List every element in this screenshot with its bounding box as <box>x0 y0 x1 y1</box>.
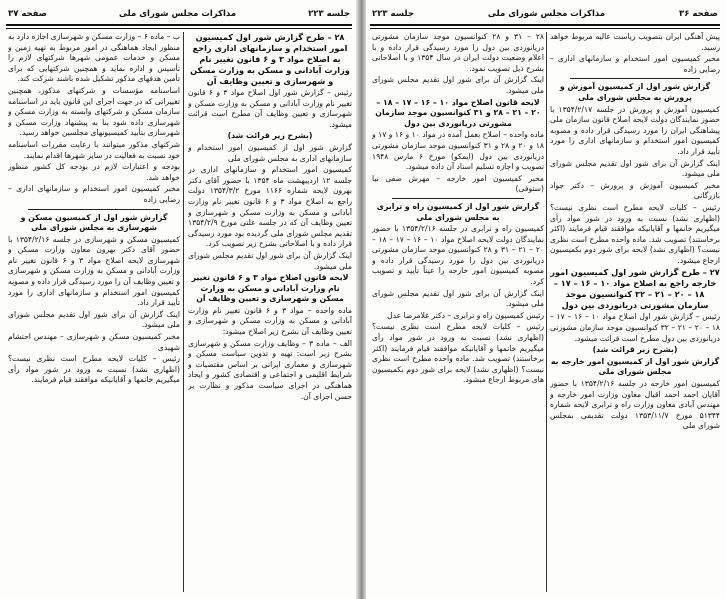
paragraph: بودجه و اعتبارات لازم در بودجه کل کشور منظور خواهد شد. <box>8 162 180 182</box>
paragraph: کمیسیون آموزش و پرورش در جلسه ۱۳۵۴/۲/۱۷ با حضور نمایندگان دولت لایحه اصلاح قانون سازمان ملی پیشاهنگی ایران را مورد رسیدگی قرار داده و مصوبه کمیسیون امور استخدام و سازمانهای اداری را مورد تأیید قرار داد. <box>550 104 720 156</box>
paragraph: کمیسیون امور استخدام و سازمانهای اداری در جلسه ۱۲ اردیبهشت ماه ۱۳۵۴ با حضور آقای دکتر بهرون لایحه شماره ۱۱۶۶ مورخ ۱۳۵۴/۳/۲ دولت راجع به اصلاح مواد ۳ و ۶ قانون تغییر نام وزارت آبادانی و مسکن به وزارت مسکن و شهرسازی و تعیین وظایف آن که در جلسه علنی مورخ ۱۳۵۴/۲/۹ تقدیم مجلس شورای ملی گردیده بود مورد رسیدگی قرار داده و با اصلاحاتی بشرح زیر تصویب کرد. <box>188 165 352 249</box>
paragraph: کمیسیون مسکن و شهرسازی در جلسه ۱۳۵۴/۲/۱۶ با حضور آقای دکتر بهرون معاون وزارت مسکن و شهرسازی لایحه اصلاح مواد ۳ و ۶ قانون تغییر نام وزارت آبادانی و مسکن به وزارت مسکن و شهرسازی و تعیین وظایف آن را مورد رسیدگی قرار داده و مصوبه کمیسیون امور استخدام و سازمانهای اداری را مورد تأیید قرار داد. <box>8 234 180 308</box>
column-divider <box>183 32 184 592</box>
paragraph: کمیسیون امور خارجه در جلسه ۱۳۵۴/۲/۱۶ با حضور آقایان احمد احمد اقبال معاون وزارت امور خارجه و مهندس آبادی معاون وزارت راه و ترابری لایحه شماره ۵۱۳۴۴ مورخ ۱۳۵۳/۱۱/۷ دولت تقدیمی بمجلس شورای ملی <box>550 379 720 431</box>
paragraph: ۲۸ – ۳۱ و ۲۸ کنوانسیون موجد سازمان مشورتی دریانوردی بین دول را مورد رسیدگی قرار داده و با اعلام وضعیت دولت ایران در سال ۱۳۵۴ و با اصلاحاتی بشرح ذیل تصویب نمود. <box>372 32 544 73</box>
section-heading: گزارش شور اول از کمیسیون راه و ترابری به مجلس شورای ملی <box>376 201 540 222</box>
agenda-item-title: ۲۷ – طرح گزارش شور اول کمیسیون امور خارجه راجع به اصلاح مواد ۱۰ – ۱۶ – ۱۷ – ۱۸ – ۲۰ – ۲۱ – ۳۲ کنوانسیون موجد سازمان مشورتی دریانوردی بین دول <box>550 267 720 311</box>
paragraph: اساسنامه مؤسسات و شرکتهای مذکور، همچنین تغییراتی که در جهت اجرای این قانون باید در اساسنامه سازمان مسکن و شرکتهای وابسته به وزارت مسکن و شهرسازی داده شود بنا به پیشنهاد وزارت مسکن و شهرسازی بتأیید کمیسیونهای مجلسین خواهد رسید. <box>8 85 180 138</box>
paragraph: مخبر کمیسیون مسکن و شهرسازی – مهندس احتشام شهیدی <box>8 332 180 352</box>
section-separator <box>392 198 524 199</box>
left-page-title: مذاکرات مجلس شورای ملی <box>118 9 237 19</box>
left-page-column-2 <box>8 32 180 594</box>
paragraph: مخبر کمیسیون آموزش و پرورش – دکتر جواد بازرگانی <box>550 180 720 201</box>
right-page-session: جلسه ۲۲۳ <box>372 9 414 19</box>
paragraph: رئیس – گزارش شور اول اصلاح مواد ۳ و ۶ قانون تغییر نام وزارت آبادانی و مسکن به وزارت مسکن و شهرسازی و تعیین وظایف آن مطرح است قرائت میشود. <box>188 88 352 129</box>
paragraph: رئیس – کلیات لایحه مطرح است نظری نیست؟ (اظهاری نشد) نسبت به ورود در شور مواد رأی میگیریم خانمها و آقایانیکه موافقند قیام فرمایند. <box>8 354 180 385</box>
section-separator <box>28 209 160 210</box>
paragraph: اینک گزارش آن برای شور اول تقدیم مجلس شورای ملی میشود. <box>372 75 544 95</box>
right-page-title: مذاکرات مجلس شورای ملی <box>487 9 606 19</box>
section-heading: گزارش شور اول از کمیسیون مسکن و شهرسازی به مجلس شورای ملی <box>20 212 168 233</box>
left-page <box>0 0 358 599</box>
paragraph: پیش آهنگی ایران بتصویب ریاست عالیه مربوط خواهد رسید. <box>550 32 720 52</box>
paragraph: رئیس کمیسیون راه و ترابری – دکتر غلامرضا عدل <box>387 310 544 320</box>
section-heading: لایحه قانون اصلاح مواد ۱۰ – ۱۶ – ۱۷ – ۱۸ – ۲۰ – ۲۱ – ۲۸ و ۳۱ کنوانسیون موجد سازمان مشورتی دریانوردی بین دول <box>375 97 541 128</box>
paragraph: رئیس – کلیات لایحه مطرح است نظری نیست؟ (اظهاری نشد) نسبت به ورود در شور مواد رأی میگیریم خانمها و آقایانیکه موافقند قیام فرمایند (اکثر برخاستند) تصویب شد. ماده واحده مطرح است نظری نیست؟ (اظهاری نشد) لایحه برای شور دوم بکمیسیون ارجاع میشود. <box>550 202 720 265</box>
left-page-header <box>6 4 352 26</box>
paragraph: مخبر کمیسیون امور خارجه – مهرش صفی نیا (ستوفی) <box>372 173 544 194</box>
header-rule <box>6 28 352 29</box>
paragraph: مخبر کمیسیون امور استخدام و سازمانهای اداری – رضایی زاده <box>550 54 720 74</box>
right-page-column-1 <box>550 32 720 594</box>
paragraph: گزارش شور اول از کمیسیون امور استخدام و سازمانهای اداری به مجلس شورای ملی <box>188 142 352 163</box>
right-page-column-2 <box>372 32 544 594</box>
paragraph: شرکتهای مذکور میتوانند با رعایت مقررات اساسنامه خود نسبت به فعالیت در سایر شهرها اقدام نمایند. <box>8 139 180 160</box>
paragraph: کمیسیون راه و ترابری در جلسه ۱۳۵۴/۲/۱۶ با حضور نمایندگان دولت لایحه اصلاح مواد ۱۰ – ۱۶ – ۱۷ – ۱۸ – ۲۰ – ۲۱ – ۳۱ و ۲۸ کنوانسیون موجد سازمان مشورتی دریانوردی بین دول را مورد رسیدگی قرار داده و مصوبه کمیسیون امور خارجه را عیناً تأیید و تصویب کرد. <box>372 224 544 287</box>
paragraph: رئیس – کلیات لایحه مطرح است نظری نیست؟ (اظهاری نشد) نسبت به ورود در شور مواد رأی میگیریم خانمها و آقایانیکه موافقند قیام فرمایند (اکثر برخاستند) تصویب شد. ماده واحده مطرح است نظری نیست؟ (اظهاری نشد) لایحه برای شور دوم بکمیسیون های مربوط ارجاع میشود. <box>372 322 544 385</box>
section-heading: لایحه قانون اصلاح مواد ۳ و ۶ قانون تغییر نام وزارت آبادانی و مسکن به وزارت مسکن و شهرسازی و تعیین وظایف آن <box>191 273 349 304</box>
section-heading: (بشرح زیر قرائت شد) <box>227 131 313 141</box>
paragraph: ماده واحده – اصلاح بعمل آمده در مواد ۱۰ و ۱۶ و ۱۷ و ۱۸ و ۲۰ و ۲۸ و ۳۱ کنوانسیون موجد سازمان مشورتی دریانوردی بین دول (ایمکو) مورخ ۶ مارس ۱۹۴۸ تصویب و اجازه تسلیم اسناد آن داده میشود. <box>372 130 544 172</box>
paragraph: اینک گزارش آن برای شور اول تقدیم مجلس شورای ملی میشود. <box>8 309 180 330</box>
paragraph: اینک گزارش آن برای شور اول تقدیم مجلس شورای ملی میشود. <box>188 250 352 271</box>
column-divider <box>546 32 547 592</box>
section-heading: گزارش شور اول از کمیسیون امور خارجه به مجلس شورای ملی <box>550 356 720 377</box>
header-rule <box>370 28 720 29</box>
section-heading: (بشرح زیر قرائت شد) <box>592 345 678 355</box>
left-page-number: صفحه ۳۷ <box>8 9 47 19</box>
left-page-column-1 <box>188 32 352 594</box>
paragraph: رئیس – گزارش شور اول اصلاح مواد ۱۰ – ۱۶ – ۱۷ – ۱۸ – ۲۰ – ۲۱ – ۳۲ کنوانسیون موجد سازمان مشورتی دریانوردی بین دول مطرح است قرائت میشود. <box>550 312 720 343</box>
book-gutter <box>356 0 366 599</box>
section-heading: گزارش شور اول از کمیسیون آموزش و پرورش به مجلس شورای ملی <box>559 82 711 102</box>
paragraph: الف – ماده ۳ – وظایف وزارت مسکن و شهرسازی بشرح زیر است: تهیه و تدوین سیاست مسکن و شهرسازی و معماری ایرانی بر اساس مقتضیات و شرایط اقلیمی و اجتماعی و اقتصادی کشور و ایجاد هماهنگی در اجرای سیاست مذکور و نظارت بر حسن اجرای آن. <box>188 338 352 401</box>
right-page-header <box>370 4 720 26</box>
left-page-session: جلسه ۲۲۳ <box>308 9 350 19</box>
right-page <box>364 0 726 599</box>
right-page-number: صفحه ۳۶ <box>679 9 718 19</box>
paragraph: اینک گزارش آن برای شور اول تقدیم مجلس شورای ملی میشود. <box>372 288 544 309</box>
section-separator <box>570 78 700 79</box>
paragraph: مخبر کمیسیون امور استخدام و سازمانهای اداری – رضایی زاده <box>8 184 180 204</box>
paragraph: ب – ماده ۶ – وزارت مسکن و شهرسازی اجازه دارد به منظور ایجاد هماهنگی در امور مربوط به تهیه زمین و مسکن و خدمات عمومی شهرها شرکتهای لازم را تأسیس و اداره نماید و همچنین شرکتهایی که برای تأمین هدفهای مذکور تشکیل شده باشند شرکت کند. <box>8 32 180 84</box>
paragraph: اینک گزارش آن برای شور اول تقدیم مجلس شورای ملی میشود. <box>550 158 720 179</box>
agenda-item-title: ۲۸ – طرح گزارش شور اول کمیسیون امور استخدام و سازمانهای اداری راجع به اصلاح مواد ۳ و ۶ قانون تغییر نام وزارت آبادانی و مسکن به وزارت مسکن و شهرسازی و تعیین وظایف آن <box>190 32 350 86</box>
paragraph: ماده واحده – مواد ۳ و ۶ قانون تغییر نام وزارت آبادانی و مسکن به وزارت مسکن و شهرسازی و تعیین وظایف آن بشرح زیر اصلاح میشود: <box>188 305 352 337</box>
